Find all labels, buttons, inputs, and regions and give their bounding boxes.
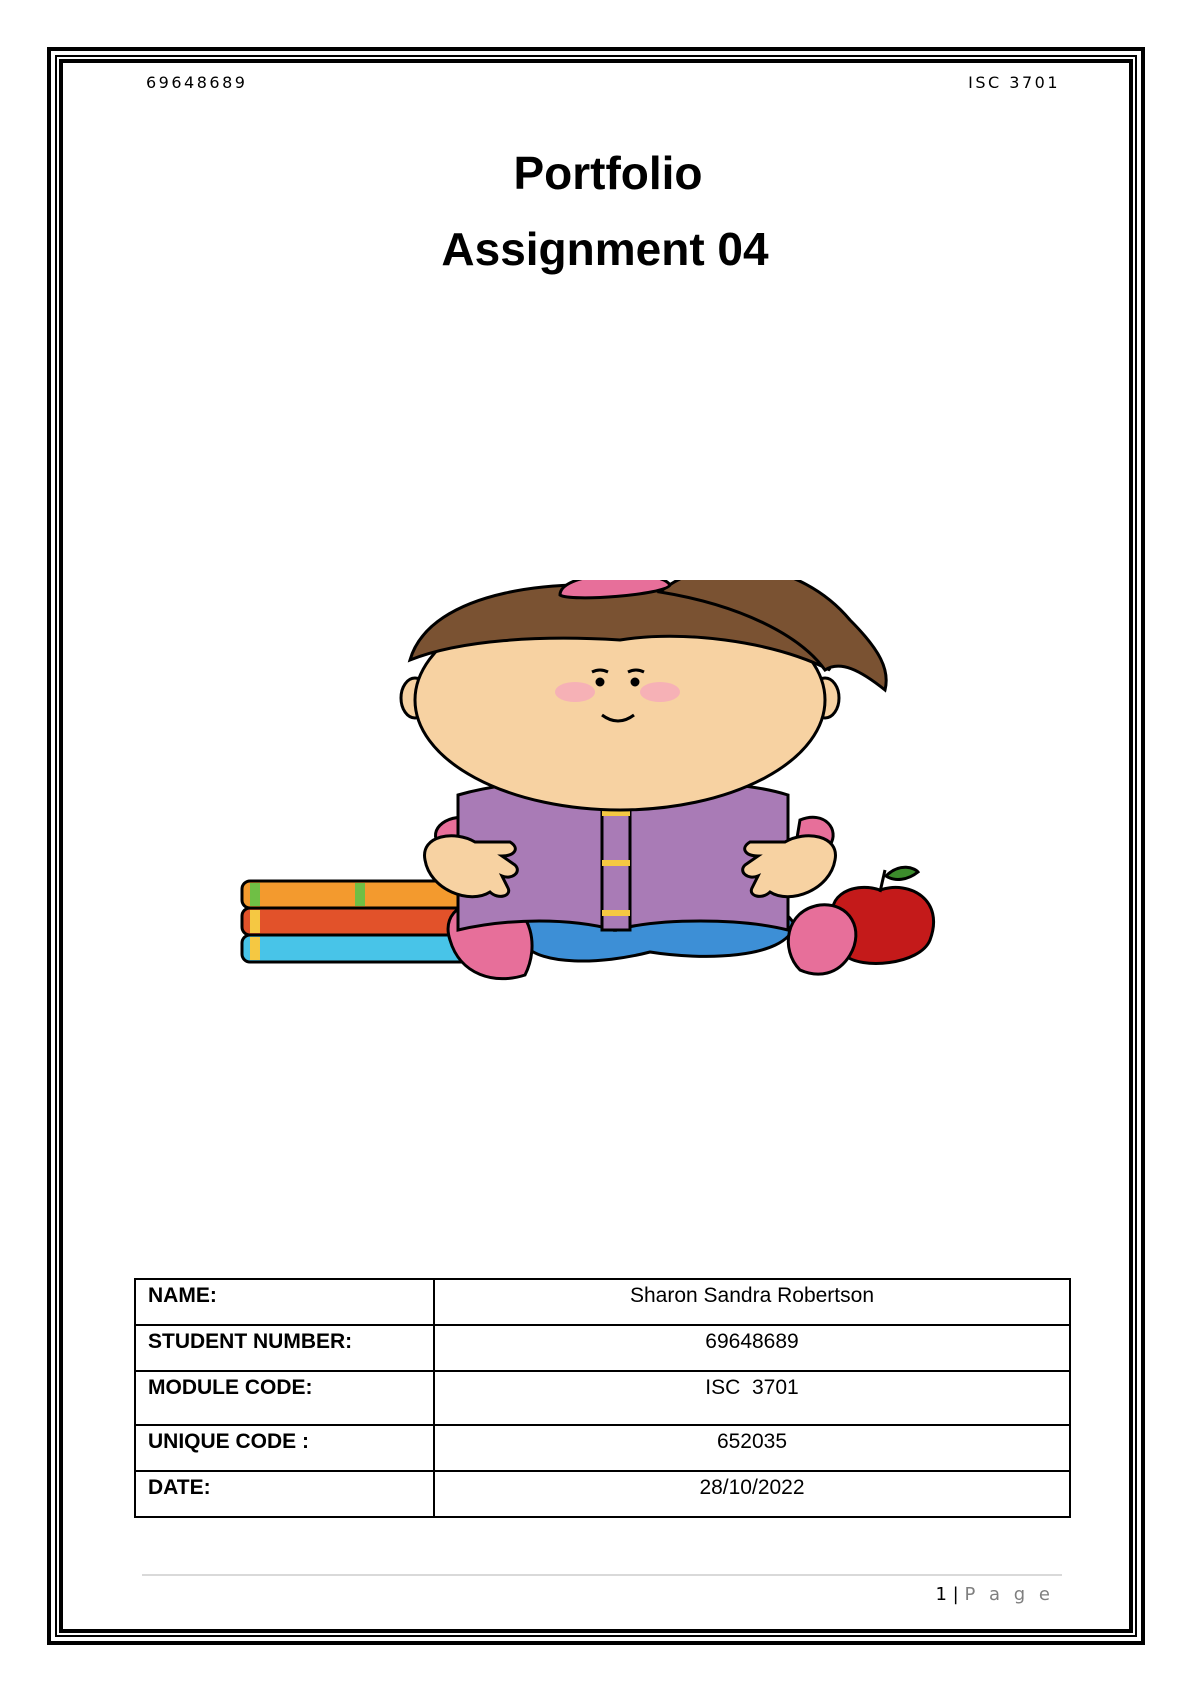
page-title: Portfolio <box>513 147 703 199</box>
student-info-table <box>134 1278 1071 1518</box>
unique-code-label: UNIQUE CODE : <box>135 1425 434 1471</box>
date-value: 28/10/2022 <box>434 1471 1070 1517</box>
name-label: NAME: <box>135 1279 434 1325</box>
date-label: DATE: <box>135 1471 434 1517</box>
girl-reading-book-with-books-and-apple-icon <box>240 580 1020 1070</box>
book-stack-icon <box>242 881 482 962</box>
header-module: ISC 3701 <box>968 73 1060 92</box>
table-row <box>135 1325 1070 1371</box>
page-subtitle: Assignment 04 <box>441 223 769 275</box>
module-code-value: ISC 3701 <box>434 1371 1070 1425</box>
table-row <box>135 1471 1070 1517</box>
table-row <box>135 1371 1070 1425</box>
table-row <box>135 1425 1070 1471</box>
student-number-value: 69648689 <box>434 1325 1070 1371</box>
module-code-label: MODULE CODE: <box>135 1371 434 1425</box>
table-row <box>135 1279 1070 1325</box>
page-number: 1 <box>935 1584 947 1605</box>
footer-separator: | <box>952 1584 959 1605</box>
unique-code-value: 652035 <box>434 1425 1070 1471</box>
student-number-label: STUDENT NUMBER: <box>135 1325 434 1371</box>
page-word: P a g e <box>964 1584 1054 1605</box>
page-footer <box>935 1584 1054 1605</box>
header-student-number: 69648689 <box>146 73 248 92</box>
name-value: Sharon Sandra Robertson <box>434 1279 1070 1325</box>
footer-divider <box>142 1574 1062 1576</box>
